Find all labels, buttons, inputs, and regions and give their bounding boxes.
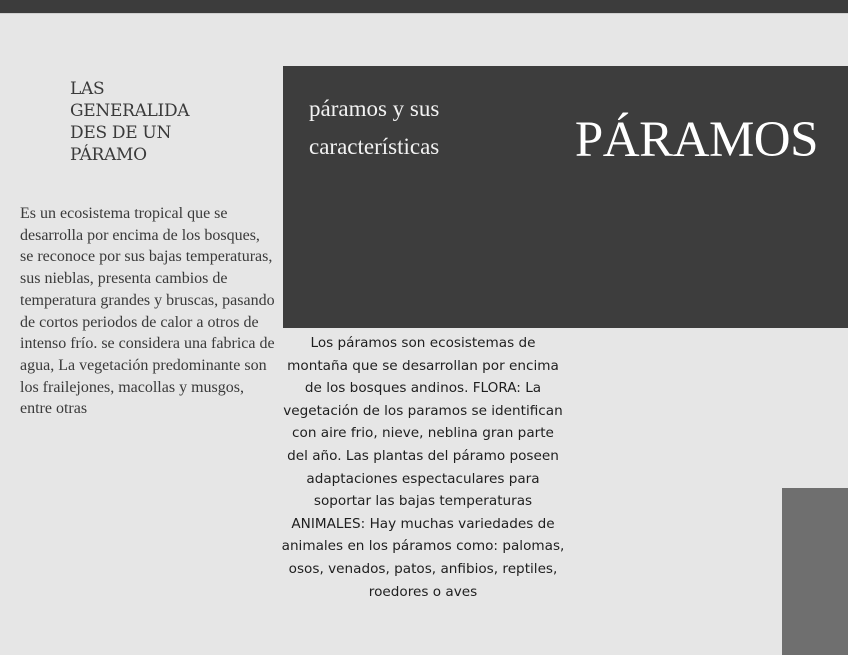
main-description: Los páramos son ecosistemas de montaña que se desarrollan por encima de los bosques andinos. FLORA: La vegetación de los paramos se identifican con aire frio, nieve, neblina gran parte del año. Las plantas del páramo poseen adaptaciones espectaculares para soportar las bajas temperaturas ANIMALES: Hay muchas variedades de animales en los páramos como: palomas, osos, venados, patos, anfibios, reptiles, roedores o aves [281,335,565,600]
decorative-block [782,488,848,655]
panel-subtitle: páramos y sus características [309,96,440,159]
title-panel [283,66,848,328]
top-bar [0,0,848,13]
sidebar-heading: LAS GENERALIDA DES DE UN PÁRAMO [70,79,190,165]
top-bar-divider [0,13,848,14]
sidebar-description: Es un ecosistema tropical que se desarrolla por encima de los bosques, se reconoce por sus bajas temperaturas, sus nieblas, presenta cambios de temperatura grandes y bruscas, pasando de cortos periodos de calor a otros de intenso frío. se considera una fabrica de agua, La vegetación predominante son los frailejones, macollas y musgos, entre otras [20,205,275,418]
page-title: PÁRAMOS [574,112,818,168]
